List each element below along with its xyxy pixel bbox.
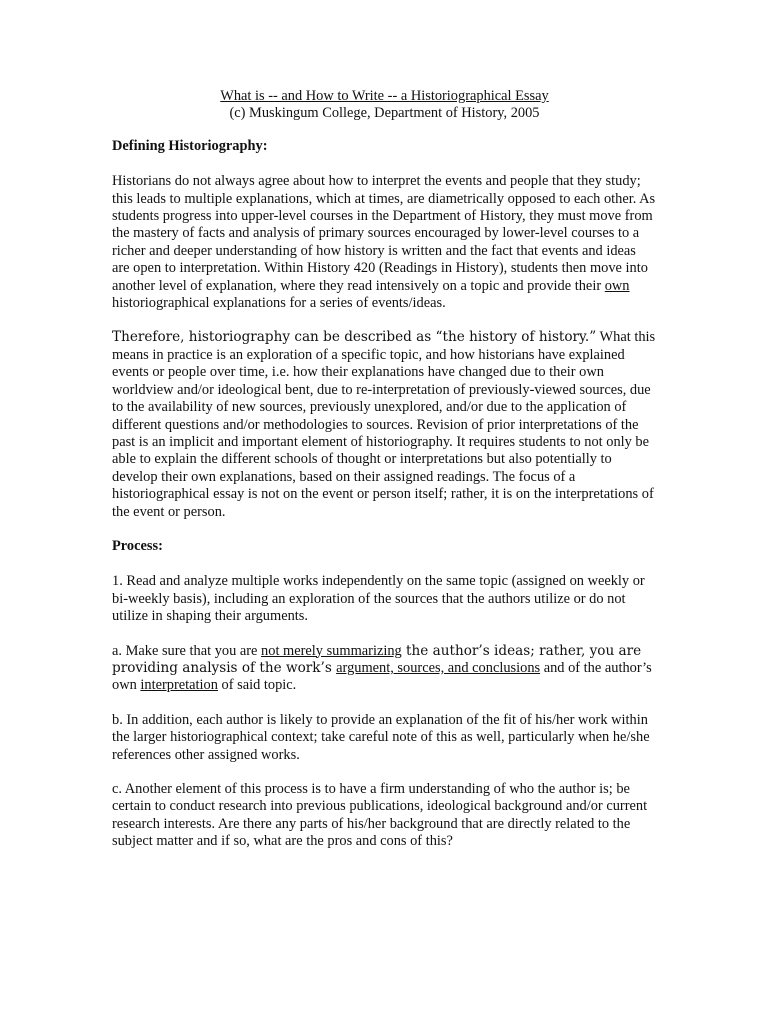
paragraph-definition xyxy=(112,329,657,520)
emphasis-not-merely-summarizing: not merely summarizing xyxy=(261,642,402,659)
document-subtitle: (c) Muskingum College, Department of History, 2005 xyxy=(229,105,540,122)
emphasis-argument-sources-conclusions: argument, sources, and conclusions xyxy=(336,659,541,676)
process-point-a xyxy=(112,643,657,695)
paragraph-intro-text-a: Historians do not always agree about how to interpret the events and people that they study; this leads to multiple explanations, which at times, are diametrically opposed to each other. As students progress into upper-level courses in the Department of History, they must move from the mastery of facts and analysis of primary sources encouraged by lower-level courses to a richer and deeper understanding of how history is written and the fact that events and ideas are open to interpretation. Within History 420 (Readings in History), students then move into another level of explanation, where they read intensively on a topic and provide their xyxy=(112,173,656,294)
paragraph-intro xyxy=(112,173,657,312)
point-a-text-1: a. Make sure that you are xyxy=(112,642,262,659)
process-point-b: b. In addition, each author is likely to provide an explanation of the fit of his/her work within the larger historiographical context; take careful note of this as well, particularly when he/she references other assigned works. xyxy=(112,711,650,763)
point-a-text-2: the author’s ideas; rather, you are providing analysis of the work’s xyxy=(112,642,642,676)
document-page xyxy=(112,88,657,868)
point-a-text-4: of said topic. xyxy=(217,677,297,694)
definition-quote: Therefore, historiography can be described as “the history of history.” xyxy=(112,329,597,346)
process-point-c: c. Another element of this process is to have a firm understanding of who the author is; be certain to conduct research into previous publications, ideological background and/or current research interests. Are there any parts of his/her background that are directly related to the subject matter and if so, what are the pros and cons of this? xyxy=(112,781,648,850)
heading-defining-historiography: Defining Historiography: xyxy=(112,137,268,154)
emphasis-interpretation: interpretation xyxy=(140,677,218,694)
point-a-text-3: and of the author’s own xyxy=(112,659,652,694)
emphasis-own: own xyxy=(604,277,630,294)
process-step-1: 1. Read and analyze multiple works independently on the same topic (assigned on weekly or bi-weekly basis), including an exploration of the sources that the authors utilize or do not utilize in shaping their arguments. xyxy=(112,573,645,625)
document-header xyxy=(112,88,657,123)
document-title: What is -- and How to Write -- a Historiographical Essay xyxy=(220,88,549,104)
paragraph-definition-text: What this means in practice is an exploration of a specific topic, and how historians have explained events or people over time, i.e. how their explanations have changed due to their own worldview and/or ideological bent, due to re-interpretation of previously-viewed sources, due to the availability of new sources, previously unexplored, and/or due to the application of different questions and/or methodologies to sources. Revision of prior interpretations of the past is an implicit and important element of historiography. It requires students to not only be able to explain the different schools of thought or interpretations but also potentially to develop their own explanations, based on their assigned readings. The focus of a historiographical essay is not on the event or person itself; rather, it is on the interpretations of the event or person. xyxy=(112,329,656,520)
heading-process: Process: xyxy=(112,537,163,554)
paragraph-intro-text-b: historiographical explanations for a series of events/ideas. xyxy=(112,295,446,312)
